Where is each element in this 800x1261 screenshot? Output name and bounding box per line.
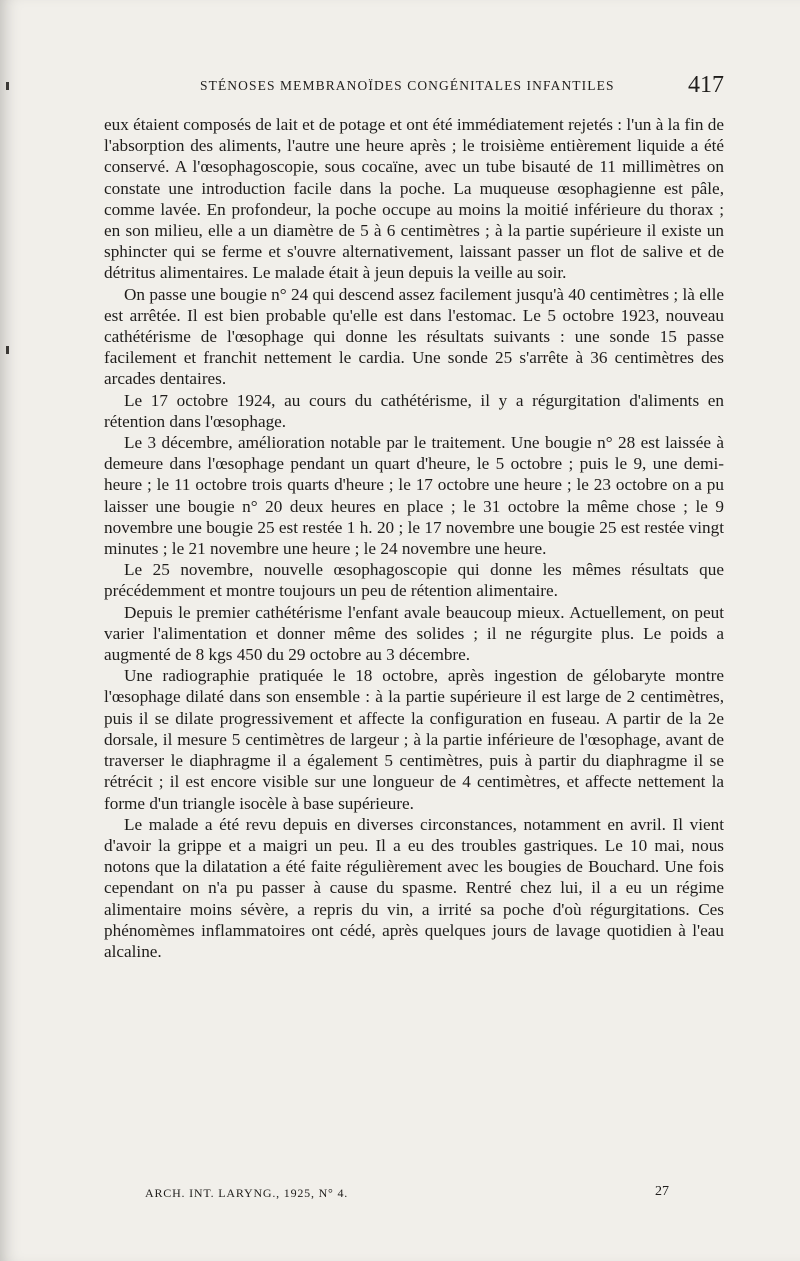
paragraph: Le malade a été revu depuis en diverses circonstances, notamment en avril. Il vient d'avoir la grippe et a maigri un peu. Il a eu des troubles gastriques. Le 10 mai, nous notons que la dilatation a été faite régulièrement avec les bougies de Bouchard. Une fois cependant on n'a pu passer à cause du spasme. Rentré chez lui, il a eu un régime alimentaire moins sévère, a repris du vin, a irrité sa poche d'où régurgitations. Ces phénomèmes inflammatoires ont cédé, après quelques jours de lavage quotidien à l'eau alcaline. (104, 814, 724, 961)
body-text (104, 114, 724, 962)
signature-number: 27 (655, 1184, 669, 1199)
journal-reference: ARCH. INT. LARYNG., 1925, N° 4. (145, 1186, 349, 1200)
margin-mark (6, 82, 9, 90)
page-number: 417 (688, 72, 724, 98)
paragraph: Le 17 octobre 1924, au cours du cathétérisme, il y a régurgitation d'aliments en rétention dans l'œsophage. (104, 390, 724, 431)
running-header (104, 72, 724, 102)
paragraph: On passe une bougie n° 24 qui descend assez facilement jusqu'à 40 centimètres ; là elle est arrêtée. Il est bien probable qu'elle est dans l'estomac. Le 5 octobre 1923, nouveau cathétérisme de l'œsophage qui donne les résultats suivants : une sonde 15 passe facilement et franchit nettement le cardia. Une sonde 25 s'arrête à 36 centimètres des arcades dentaires. (104, 284, 724, 389)
margin-mark (6, 346, 9, 354)
paragraph: Depuis le premier cathétérisme l'enfant avale beaucoup mieux. Actuellement, on peut varier l'alimentation et donner même des solides ; il ne régurgite plus. Le poids a augmenté de 8 kgs 450 du 29 octobre au 3 décembre. (104, 602, 724, 665)
paragraph: Le 3 décembre, amélioration notable par le traitement. Une bougie n° 28 est laissée à demeure dans l'œsophage pendant un quart d'heure, le 5 octobre ; puis le 9, une demi-heure ; le 11 octobre trois quarts d'heure ; le 17 octobre une heure ; le 23 octobre on a pu laisser une bougie n° 20 deux heures en place ; le 31 octobre la même chose ; le 9 novembre une bougie 25 est restée 1 h. 20 ; le 17 novembre une bougie 25 est restée vingt minutes ; le 21 novembre une heure ; le 24 novembre une heure. (104, 433, 724, 559)
paragraph: Le 25 novembre, nouvelle œsophagoscopie qui donne les mêmes résultats que précédemment et montre toujours un peu de rétention alimentaire. (104, 560, 724, 601)
paragraph: Une radiographie pratiquée le 18 octobre, après ingestion de gélobaryte montre l'œsophage dilaté dans son ensemble : à la partie supérieure il est large de 2 centimètres, puis il se dilate progressivement et affecte la configuration en fuseau. A partir de la 2e dorsale, il mesure 5 centimètres de largeur ; à la partie inférieure de l'œsophage, avant de traverser le diaphragme il a également 5 centimètres, puis à partir du diaphragme il se rétrécit ; il est encore visible sur une longueur de 4 centimètres, et affecte nettement la forme d'un triangle isocèle à base supérieure. (104, 666, 724, 813)
paragraph: eux étaient composés de lait et de potage et ont été immédiatement rejetés : l'un à la fin de l'absorption des aliments, l'autre une heure après ; le troisième entièrement liquide a été conservé. A l'œsophagoscopie, sous cocaïne, avec un tube bisauté de 11 millimètres on constate une introduction facile dans la poche. La muqueuse œsophagienne est pâle, comme lavée. En profondeur, la poche occupe au moins la moitié inférieure du thorax ; en son milieu, elle a un diamètre de 5 à 6 centimètres ; à la partie supérieure il existe un sphincter qui se ferme et s'ouvre alternativement, laissant passer un flot de salive et de détritus alimentaires. Le malade était à jeun depuis la veille au soir. (104, 115, 724, 283)
page-footer (145, 1184, 669, 1204)
running-title: STÉNOSES MEMBRANOÏDES CONGÉNITALES INFANTILES (200, 78, 615, 93)
